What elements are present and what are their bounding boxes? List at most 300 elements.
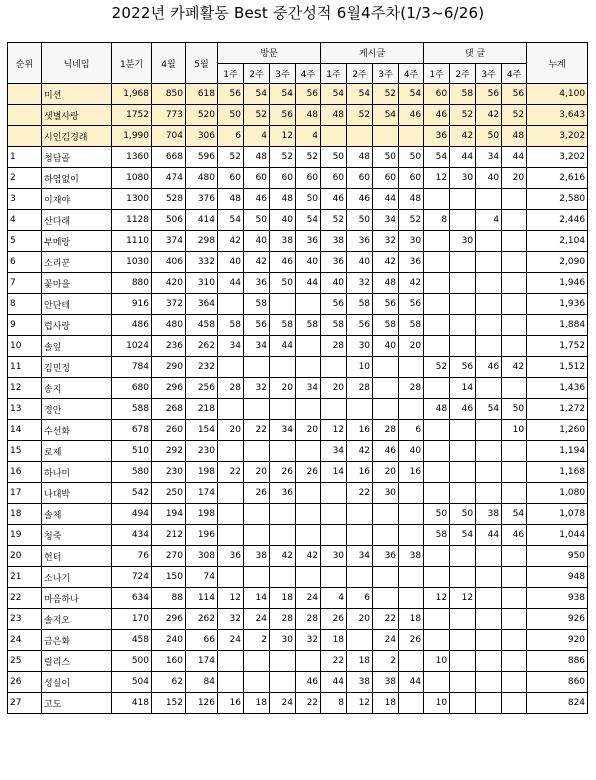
cell-week-value <box>450 693 476 714</box>
cell-week-value: 54 <box>347 84 373 105</box>
header-comment-group: 댓 글 <box>424 43 527 64</box>
cell-week-value <box>321 504 347 525</box>
cell-week-value <box>450 609 476 630</box>
header-week: 2주 <box>450 63 476 84</box>
cell-week-value: 34 <box>321 441 347 462</box>
cell-april: 240 <box>152 630 186 651</box>
cell-week-value: 28 <box>373 420 399 441</box>
cell-total: 1,752 <box>527 336 588 357</box>
cell-may: 198 <box>186 462 218 483</box>
cell-may: 174 <box>186 651 218 672</box>
cell-rank: 3 <box>8 189 42 210</box>
cell-week-value <box>321 525 347 546</box>
cell-rank <box>8 126 42 147</box>
cell-rank: 9 <box>8 315 42 336</box>
cell-week-value <box>399 357 424 378</box>
cell-week-value: 48 <box>296 105 321 126</box>
cell-week-value <box>399 651 424 672</box>
cell-week-value <box>347 126 373 147</box>
table-row <box>8 609 588 630</box>
table-row <box>8 357 588 378</box>
cell-week-value <box>476 693 502 714</box>
cell-nickname: 이재야 <box>42 189 112 210</box>
cell-week-value <box>502 546 527 567</box>
cell-week-value <box>450 483 476 504</box>
cell-week-value: 2 <box>373 651 399 672</box>
table-row <box>8 546 588 567</box>
cell-week-value: 50 <box>476 126 502 147</box>
cell-week-value: 10 <box>347 357 373 378</box>
cell-week-value <box>476 294 502 315</box>
cell-rank: 24 <box>8 630 42 651</box>
cell-week-value <box>502 231 527 252</box>
cell-week-value: 34 <box>218 336 244 357</box>
table-row <box>8 231 588 252</box>
cell-nickname: 수선화 <box>42 420 112 441</box>
cell-week-value <box>450 189 476 210</box>
highlight-row <box>8 84 588 105</box>
cell-may: 310 <box>186 273 218 294</box>
cell-week-value: 22 <box>296 693 321 714</box>
cell-week-value: 14 <box>244 588 270 609</box>
cell-week-value: 32 <box>218 609 244 630</box>
table-row <box>8 252 588 273</box>
header-week: 2주 <box>244 63 270 84</box>
cell-week-value <box>321 126 347 147</box>
cell-week-value: 22 <box>373 609 399 630</box>
cell-rank: 2 <box>8 168 42 189</box>
cell-may: 114 <box>186 588 218 609</box>
cell-total: 2,104 <box>527 231 588 252</box>
cell-week-value: 50 <box>399 147 424 168</box>
cell-week-value: 8 <box>424 210 450 231</box>
cell-rank: 7 <box>8 273 42 294</box>
cell-week-value <box>476 336 502 357</box>
cell-total: 2,090 <box>527 252 588 273</box>
table-row <box>8 630 588 651</box>
cell-week-value <box>244 399 270 420</box>
cell-week-value: 34 <box>270 420 296 441</box>
cell-week-value <box>218 504 244 525</box>
cell-week-value: 20 <box>399 336 424 357</box>
cell-nickname: 김민정 <box>42 357 112 378</box>
cell-april: 704 <box>152 126 186 147</box>
cell-week-value: 4 <box>321 588 347 609</box>
cell-week-value: 52 <box>218 147 244 168</box>
cell-april: 230 <box>152 462 186 483</box>
table-row <box>8 168 588 189</box>
cell-may: 74 <box>186 567 218 588</box>
cell-week-value <box>502 252 527 273</box>
table-row <box>8 651 588 672</box>
cell-total: 938 <box>527 588 588 609</box>
cell-week-value: 46 <box>321 189 347 210</box>
cell-week-value <box>424 294 450 315</box>
cell-week-value: 60 <box>321 168 347 189</box>
cell-week-value: 48 <box>244 147 270 168</box>
cell-nickname: 고도 <box>42 693 112 714</box>
cell-week-value <box>399 126 424 147</box>
cell-week-value: 60 <box>373 168 399 189</box>
table-row <box>8 504 588 525</box>
cell-q1: 580 <box>112 462 152 483</box>
cell-week-value <box>450 546 476 567</box>
cell-week-value: 48 <box>502 126 527 147</box>
cell-q1: 678 <box>112 420 152 441</box>
cell-nickname: 부메랑 <box>42 231 112 252</box>
cell-week-value <box>424 462 450 483</box>
cell-week-value: 6 <box>218 126 244 147</box>
cell-week-value: 54 <box>373 105 399 126</box>
cell-week-value <box>502 441 527 462</box>
cell-week-value: 36 <box>399 252 424 273</box>
cell-total: 824 <box>527 693 588 714</box>
cell-week-value <box>244 525 270 546</box>
cell-week-value: 26 <box>296 462 321 483</box>
cell-week-value: 58 <box>296 315 321 336</box>
cell-rank: 21 <box>8 567 42 588</box>
cell-week-value: 22 <box>244 420 270 441</box>
cell-week-value: 46 <box>476 357 502 378</box>
cell-nickname: 청죽 <box>42 525 112 546</box>
cell-week-value: 28 <box>296 609 321 630</box>
cell-nickname: 솔잎 <box>42 336 112 357</box>
cell-week-value: 42 <box>347 441 373 462</box>
cell-week-value: 40 <box>296 252 321 273</box>
cell-may: 84 <box>186 672 218 693</box>
cell-week-value <box>476 630 502 651</box>
cell-week-value <box>296 336 321 357</box>
cell-april: 194 <box>152 504 186 525</box>
cell-week-value: 38 <box>399 546 424 567</box>
cell-week-value: 28 <box>399 378 424 399</box>
table-row <box>8 441 588 462</box>
cell-week-value <box>218 651 244 672</box>
cell-week-value: 26 <box>244 483 270 504</box>
cell-total: 2,446 <box>527 210 588 231</box>
cell-week-value: 30 <box>270 630 296 651</box>
cell-april: 773 <box>152 105 186 126</box>
cell-nickname: 꽃마을 <box>42 273 112 294</box>
cell-week-value: 24 <box>270 693 296 714</box>
cell-total: 1,168 <box>527 462 588 483</box>
cell-week-value <box>424 378 450 399</box>
cell-week-value <box>450 441 476 462</box>
cell-week-value <box>476 252 502 273</box>
cell-q1: 1360 <box>112 147 152 168</box>
cell-week-value: 36 <box>373 546 399 567</box>
cell-week-value <box>296 294 321 315</box>
cell-may: 262 <box>186 336 218 357</box>
cell-week-value: 52 <box>296 147 321 168</box>
cell-week-value: 38 <box>244 546 270 567</box>
cell-april: 480 <box>152 315 186 336</box>
cell-week-value: 42 <box>399 273 424 294</box>
cell-total: 3,643 <box>527 105 588 126</box>
cell-may: 306 <box>186 126 218 147</box>
table-row <box>8 672 588 693</box>
table-row <box>8 315 588 336</box>
cell-q1: 634 <box>112 588 152 609</box>
cell-rank: 20 <box>8 546 42 567</box>
cell-week-value <box>296 441 321 462</box>
cell-week-value: 46 <box>450 399 476 420</box>
cell-rank: 26 <box>8 672 42 693</box>
cell-week-value <box>321 483 347 504</box>
cell-week-value <box>502 630 527 651</box>
cell-week-value <box>424 546 450 567</box>
cell-q1: 680 <box>112 378 152 399</box>
cell-week-value: 20 <box>218 420 244 441</box>
cell-week-value <box>373 357 399 378</box>
cell-week-value <box>502 315 527 336</box>
cell-week-value: 18 <box>321 630 347 651</box>
cell-nickname: 릴리스 <box>42 651 112 672</box>
cell-week-value <box>296 651 321 672</box>
cell-week-value: 50 <box>321 147 347 168</box>
cell-week-value <box>424 567 450 588</box>
cell-total: 886 <box>527 651 588 672</box>
cell-week-value: 56 <box>373 294 399 315</box>
table-row <box>8 399 588 420</box>
header-week: 4주 <box>399 63 424 84</box>
cell-rank: 18 <box>8 504 42 525</box>
cell-april: 528 <box>152 189 186 210</box>
cell-q1: 1030 <box>112 252 152 273</box>
cell-week-value: 46 <box>373 441 399 462</box>
cell-week-value <box>218 294 244 315</box>
cell-week-value: 54 <box>399 84 424 105</box>
cell-week-value <box>296 357 321 378</box>
cell-week-value <box>476 420 502 441</box>
cell-week-value: 2 <box>244 630 270 651</box>
cell-week-value: 20 <box>347 609 373 630</box>
cell-week-value <box>424 420 450 441</box>
cell-rank: 12 <box>8 378 42 399</box>
cell-week-value <box>373 525 399 546</box>
cell-week-value: 40 <box>347 252 373 273</box>
header-q1: 1분기 <box>112 43 152 84</box>
cell-week-value: 24 <box>296 588 321 609</box>
cell-rank: 23 <box>8 609 42 630</box>
cell-total: 2,616 <box>527 168 588 189</box>
header-april: 4월 <box>152 43 186 84</box>
cell-april: 88 <box>152 588 186 609</box>
cell-nickname: 럽사랑 <box>42 315 112 336</box>
table-header <box>8 43 588 84</box>
header-week: 1주 <box>321 63 347 84</box>
cell-week-value: 4 <box>244 126 270 147</box>
cell-total: 948 <box>527 567 588 588</box>
cell-week-value <box>476 189 502 210</box>
cell-nickname: 금은화 <box>42 630 112 651</box>
cell-week-value: 30 <box>450 168 476 189</box>
cell-week-value: 34 <box>476 147 502 168</box>
cell-week-value <box>424 231 450 252</box>
cell-april: 160 <box>152 651 186 672</box>
cell-total: 4,100 <box>527 84 588 105</box>
cell-week-value: 36 <box>218 546 244 567</box>
table-row <box>8 420 588 441</box>
cell-week-value <box>373 504 399 525</box>
cell-week-value: 60 <box>399 168 424 189</box>
cell-week-value: 30 <box>450 231 476 252</box>
cell-week-value: 26 <box>270 462 296 483</box>
cell-week-value: 44 <box>502 147 527 168</box>
cell-week-value: 36 <box>296 231 321 252</box>
cell-week-value: 50 <box>424 504 450 525</box>
cell-nickname: 하나미 <box>42 462 112 483</box>
header-week: 3주 <box>373 63 399 84</box>
cell-week-value: 46 <box>424 105 450 126</box>
header-may: 5월 <box>186 43 218 84</box>
cell-week-value <box>450 672 476 693</box>
cell-week-value <box>399 525 424 546</box>
cell-week-value: 58 <box>218 315 244 336</box>
cell-rank: 16 <box>8 462 42 483</box>
cell-week-value: 48 <box>424 399 450 420</box>
cell-week-value: 58 <box>347 294 373 315</box>
cell-week-value: 20 <box>373 462 399 483</box>
cell-week-value: 58 <box>424 525 450 546</box>
cell-week-value: 56 <box>218 84 244 105</box>
cell-week-value <box>218 525 244 546</box>
cell-week-value: 54 <box>450 525 476 546</box>
cell-week-value: 36 <box>270 483 296 504</box>
cell-rank: 22 <box>8 588 42 609</box>
cell-q1: 494 <box>112 504 152 525</box>
cell-total: 1,080 <box>527 483 588 504</box>
cell-nickname: 소리꾼 <box>42 252 112 273</box>
cell-week-value <box>347 504 373 525</box>
cell-week-value <box>502 273 527 294</box>
cell-week-value: 36 <box>424 126 450 147</box>
cell-rank: 6 <box>8 252 42 273</box>
cell-q1: 486 <box>112 315 152 336</box>
cell-week-value <box>321 399 347 420</box>
header-week: 4주 <box>296 63 321 84</box>
header-post-group: 게시글 <box>321 43 424 64</box>
cell-week-value <box>270 525 296 546</box>
cell-week-value <box>502 693 527 714</box>
cell-nickname: 송지 <box>42 378 112 399</box>
cell-week-value: 12 <box>321 420 347 441</box>
cell-rank: 10 <box>8 336 42 357</box>
cell-q1: 510 <box>112 441 152 462</box>
cell-week-value: 46 <box>347 189 373 210</box>
cell-week-value <box>270 567 296 588</box>
cell-week-value: 50 <box>296 189 321 210</box>
cell-week-value <box>424 252 450 273</box>
cell-q1: 542 <box>112 483 152 504</box>
cell-week-value: 44 <box>270 336 296 357</box>
cell-week-value <box>270 651 296 672</box>
cell-week-value: 38 <box>347 672 373 693</box>
cell-week-value: 36 <box>244 273 270 294</box>
cell-week-value <box>424 609 450 630</box>
cell-week-value: 12 <box>347 693 373 714</box>
cell-week-value: 42 <box>296 546 321 567</box>
cell-week-value: 50 <box>450 504 476 525</box>
cell-week-value: 34 <box>373 210 399 231</box>
cell-week-value: 46 <box>244 189 270 210</box>
cell-week-value: 48 <box>321 105 347 126</box>
cell-nickname: 솔지오 <box>42 609 112 630</box>
cell-april: 850 <box>152 84 186 105</box>
cell-week-value: 48 <box>399 189 424 210</box>
table-row <box>8 378 588 399</box>
cell-q1: 916 <box>112 294 152 315</box>
cell-week-value: 50 <box>244 210 270 231</box>
cell-week-value: 58 <box>321 315 347 336</box>
cell-q1: 504 <box>112 672 152 693</box>
cell-week-value <box>347 399 373 420</box>
cell-may: 154 <box>186 420 218 441</box>
cell-week-value <box>270 399 296 420</box>
cell-week-value: 32 <box>373 231 399 252</box>
cell-nickname: 산다래 <box>42 210 112 231</box>
cell-week-value: 32 <box>347 273 373 294</box>
cell-week-value <box>244 672 270 693</box>
cell-april: 152 <box>152 693 186 714</box>
cell-week-value <box>373 399 399 420</box>
cell-week-value: 60 <box>244 168 270 189</box>
cell-nickname: 하염없이 <box>42 168 112 189</box>
cell-nickname: 마음하나 <box>42 588 112 609</box>
cell-week-value <box>424 630 450 651</box>
cell-week-value <box>450 294 476 315</box>
cell-week-value: 36 <box>347 231 373 252</box>
cell-week-value <box>502 567 527 588</box>
cell-may: 198 <box>186 504 218 525</box>
cell-week-value <box>502 294 527 315</box>
cell-week-value <box>450 210 476 231</box>
table-row <box>8 189 588 210</box>
cell-april: 668 <box>152 147 186 168</box>
cell-week-value: 60 <box>218 168 244 189</box>
cell-april: 270 <box>152 546 186 567</box>
cell-week-value: 54 <box>244 84 270 105</box>
cell-week-value: 22 <box>321 651 347 672</box>
cell-week-value: 22 <box>347 483 373 504</box>
cell-april: 506 <box>152 210 186 231</box>
cell-week-value <box>450 315 476 336</box>
cell-may: 376 <box>186 189 218 210</box>
cell-april: 290 <box>152 357 186 378</box>
cell-april: 296 <box>152 609 186 630</box>
table-row <box>8 462 588 483</box>
cell-q1: 1,968 <box>112 84 152 105</box>
cell-week-value: 16 <box>218 693 244 714</box>
cell-week-value: 28 <box>270 609 296 630</box>
cell-week-value: 30 <box>399 231 424 252</box>
cell-week-value: 56 <box>270 105 296 126</box>
cell-week-value <box>347 525 373 546</box>
cell-week-value: 4 <box>476 210 502 231</box>
cell-week-value: 14 <box>321 462 347 483</box>
cell-week-value: 58 <box>450 84 476 105</box>
cell-week-value <box>476 588 502 609</box>
cell-april: 150 <box>152 567 186 588</box>
cell-rank: 27 <box>8 693 42 714</box>
cell-may: 308 <box>186 546 218 567</box>
cell-week-value <box>296 504 321 525</box>
cell-week-value: 54 <box>296 210 321 231</box>
cell-week-value: 44 <box>296 273 321 294</box>
cell-total: 1,436 <box>527 378 588 399</box>
cell-week-value: 10 <box>424 651 450 672</box>
header-week: 3주 <box>476 63 502 84</box>
